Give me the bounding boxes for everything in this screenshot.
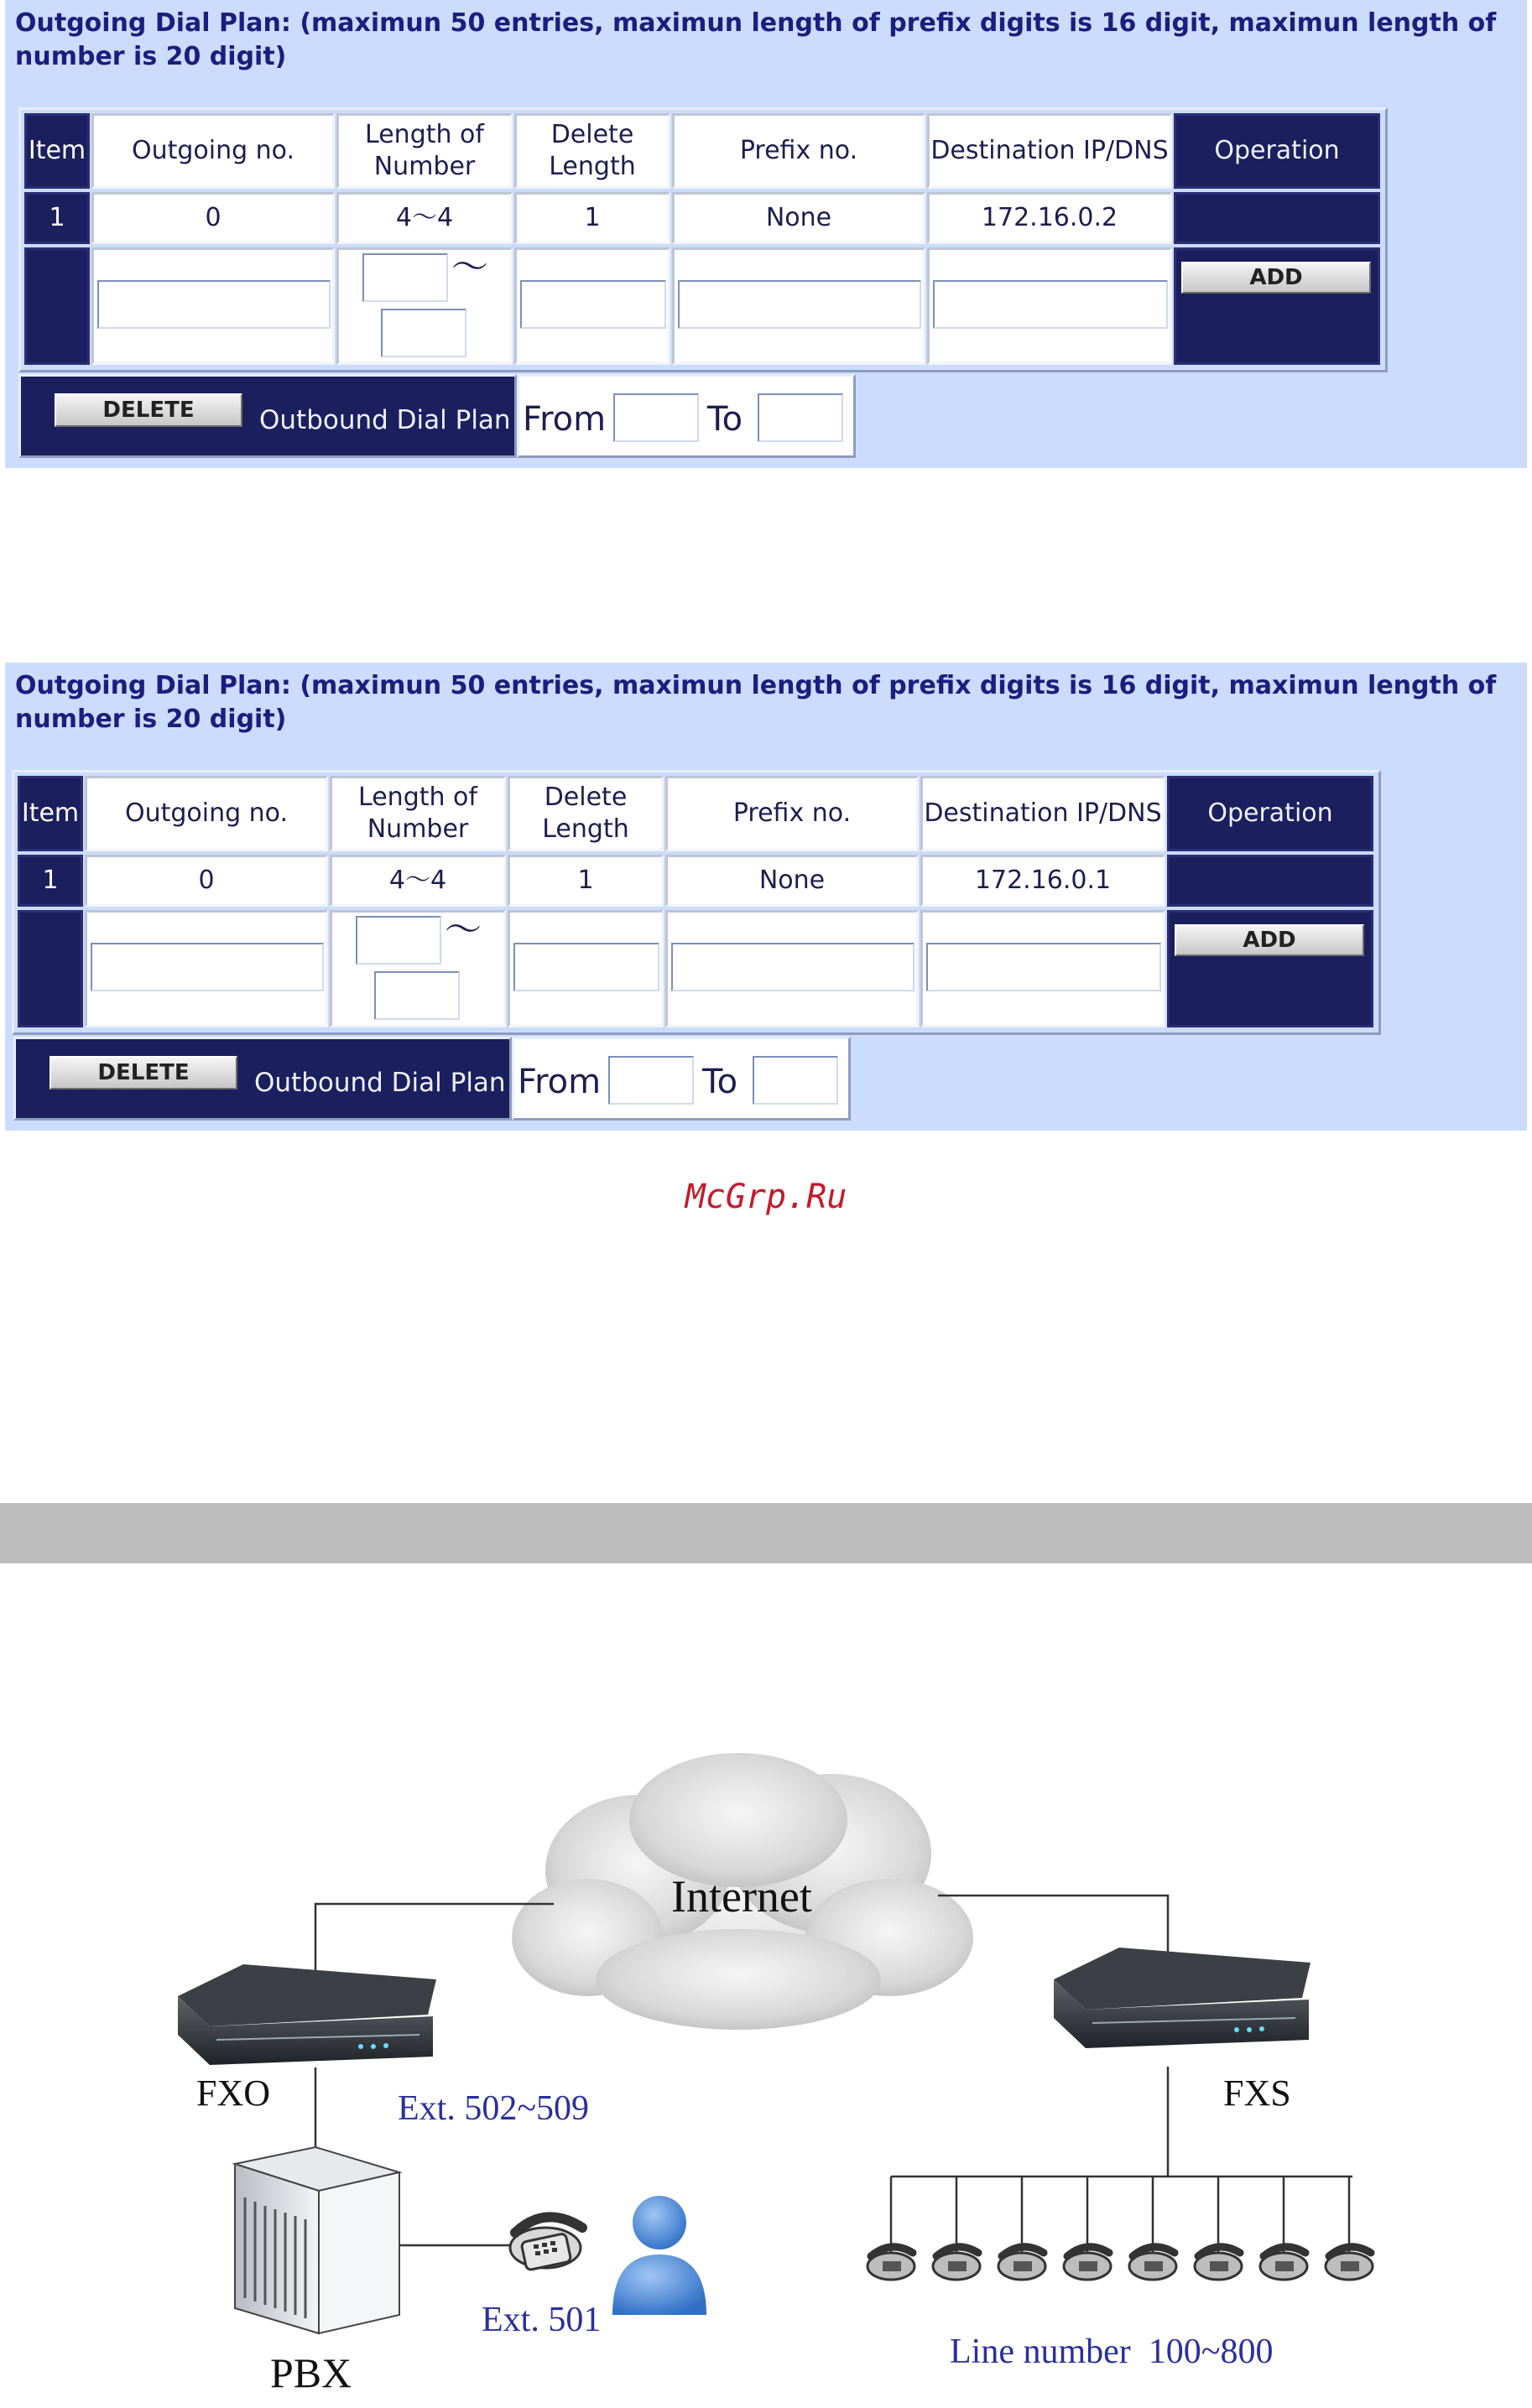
to-label: To — [707, 400, 743, 439]
header-destination: Destination IP/DNS — [920, 776, 1165, 851]
outbound-dial-plan-label: Outbound Dial Plan — [254, 1068, 506, 1098]
ext-single-label: Ext. 501 — [482, 2301, 602, 2339]
row-outgoing-no: 0 — [91, 192, 335, 244]
input-row-delete-cell — [514, 247, 670, 365]
length-max-input[interactable] — [381, 309, 466, 357]
tilde-separator: ～ — [445, 908, 482, 951]
to-label: To — [702, 1063, 738, 1101]
fxo-label: FXO — [196, 2073, 271, 2114]
from-input[interactable] — [613, 393, 699, 442]
header-operation: Operation — [1174, 113, 1380, 189]
length-min-input[interactable] — [356, 916, 441, 965]
header-outgoing-no: Outgoing no. — [91, 113, 335, 189]
input-row-length-cell — [330, 910, 506, 1027]
input-row-length-cell — [336, 247, 513, 365]
delete-length-input[interactable] — [513, 943, 659, 991]
header-prefix-no: Prefix no. — [665, 776, 919, 851]
delete-range — [517, 374, 856, 458]
header-delete-length: Delete Length — [514, 113, 670, 189]
length-min-input[interactable] — [362, 253, 448, 302]
dial-plan-table — [12, 770, 1381, 1035]
line-number-label: Line number 100~800 — [950, 2333, 1274, 2371]
section-divider-bar — [0, 1503, 1532, 1563]
row-destination: 172.16.0.1 — [920, 855, 1165, 907]
watermark: McGrp.Ru — [685, 1178, 847, 1216]
desk-phone — [510, 2217, 582, 2270]
row-length: 4～4 — [336, 192, 513, 244]
row-delete-length: 1 — [508, 855, 664, 907]
internet-label: Internet — [671, 1871, 812, 1922]
input-row-outgoing-cell — [85, 910, 328, 1027]
row-outgoing-no: 0 — [85, 855, 328, 907]
from-label: From — [523, 400, 607, 439]
header-length-of-number: Length of Number — [336, 113, 513, 189]
ext-range-label: Ext. 502~509 — [398, 2089, 590, 2128]
input-row-item — [18, 910, 83, 1027]
phone-drop-lines — [891, 2177, 1349, 2252]
row-delete-length: 1 — [514, 192, 670, 244]
dial-plan-panel-2 — [5, 663, 1527, 1131]
header-operation: Operation — [1167, 776, 1373, 851]
row-prefix: None — [665, 855, 919, 907]
dial-plan-table — [18, 107, 1388, 372]
delete-length-input[interactable] — [520, 280, 666, 329]
input-row-delete-cell — [508, 910, 664, 1027]
header-length-of-number: Length of Number — [330, 776, 506, 851]
header-prefix-no: Prefix no. — [672, 113, 925, 189]
row-operation — [1167, 855, 1373, 907]
input-row-item — [24, 247, 90, 365]
outbound-dial-plan-label: Outbound Dial Plan — [259, 405, 511, 435]
line-phones — [868, 2247, 1373, 2280]
header-item: Item — [18, 776, 83, 851]
row-item: 1 — [24, 192, 90, 244]
destination-input[interactable] — [926, 943, 1161, 991]
header-outgoing-no: Outgoing no. — [85, 776, 328, 851]
tilde-separator: ～ — [451, 246, 488, 289]
pbx-cabinet — [235, 2147, 399, 2333]
input-row-operation-cell — [1167, 910, 1373, 1027]
diagram-graphics — [0, 1728, 1532, 2408]
outgoing-no-input[interactable] — [91, 943, 324, 991]
outgoing-no-input[interactable] — [97, 280, 331, 329]
fxo-gateway — [178, 1964, 436, 2065]
from-label: From — [518, 1063, 602, 1101]
to-input[interactable] — [753, 1056, 838, 1105]
header-delete-length: Delete Length — [508, 776, 664, 851]
fxs-gateway — [1054, 1948, 1311, 2048]
delete-button[interactable]: DELETE — [50, 1056, 237, 1090]
prefix-no-input[interactable] — [671, 943, 915, 991]
add-button[interactable]: ADD — [1175, 924, 1364, 956]
panel-title: Outgoing Dial Plan: (maximun 50 entries, maximun length of prefix digits is 16 digit, maximun length of number is 20 digit) — [15, 671, 1497, 734]
input-row-prefix-cell — [665, 910, 919, 1027]
prefix-no-input[interactable] — [678, 280, 921, 329]
delete-button[interactable]: DELETE — [55, 393, 242, 427]
delete-bar — [13, 1037, 512, 1121]
length-max-input[interactable] — [374, 971, 460, 1020]
header-destination: Destination IP/DNS — [927, 113, 1172, 189]
panel-title: Outgoing Dial Plan: (maximun 50 entries, maximun length of prefix digits is 16 digit, maximun length of number is 20 digit) — [15, 8, 1497, 71]
row-length: 4～4 — [330, 855, 506, 907]
fxs-label: FXS — [1223, 2073, 1291, 2114]
delete-bar — [18, 374, 517, 458]
header-item: Item — [24, 113, 90, 189]
from-input[interactable] — [608, 1056, 694, 1105]
delete-range — [512, 1037, 851, 1121]
add-button[interactable]: ADD — [1181, 262, 1371, 294]
row-destination: 172.16.0.2 — [927, 192, 1172, 244]
input-row-prefix-cell — [672, 247, 925, 365]
input-row-operation-cell — [1174, 247, 1380, 365]
row-prefix: None — [672, 192, 925, 244]
input-row-destination-cell — [920, 910, 1165, 1027]
row-operation — [1174, 192, 1380, 244]
pbx-label: PBX — [270, 2349, 352, 2396]
row-item: 1 — [18, 855, 83, 907]
dial-plan-panel-1 — [5, 0, 1527, 468]
network-diagram — [0, 1728, 1532, 2408]
input-row-outgoing-cell — [91, 247, 335, 365]
to-input[interactable] — [758, 393, 843, 442]
input-row-destination-cell — [927, 247, 1172, 365]
destination-input[interactable] — [933, 280, 1168, 329]
user-icon — [612, 2196, 706, 2315]
